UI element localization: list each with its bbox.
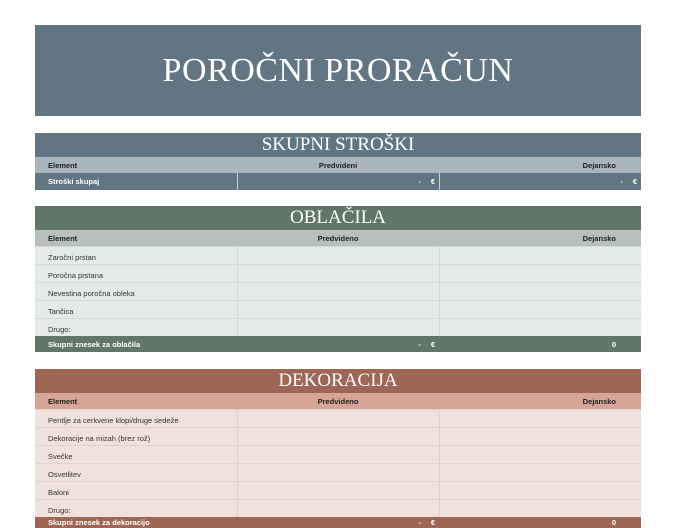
- currency-symbol: €: [430, 518, 435, 527]
- actual-cell[interactable]: [439, 410, 641, 427]
- estimated-value: -: [418, 518, 421, 527]
- table-row: [35, 264, 641, 282]
- item-cell[interactable]: Drugo:: [48, 506, 71, 515]
- estimated-value: -: [418, 177, 421, 186]
- currency-symbol: €: [632, 177, 637, 186]
- item-cell[interactable]: Osvetlitev: [48, 470, 81, 479]
- actual-cell[interactable]: [439, 446, 641, 463]
- clothing-section: [35, 206, 641, 352]
- table-row: [35, 300, 641, 318]
- estimated-cell[interactable]: [237, 500, 439, 517]
- summary-section: [35, 133, 641, 190]
- column-header-element: Element: [48, 396, 78, 406]
- item-cell[interactable]: Tančica: [48, 307, 74, 316]
- table-row: [35, 463, 641, 481]
- total-label[interactable]: Stroški skupaj: [48, 177, 100, 186]
- total-actual-cell[interactable]: [439, 173, 641, 190]
- total-actual-cell[interactable]: 0: [611, 518, 616, 527]
- item-cell[interactable]: Svečke: [48, 452, 73, 461]
- item-cell[interactable]: Baloni: [48, 488, 69, 497]
- estimated-cell[interactable]: [237, 464, 439, 481]
- total-label[interactable]: Skupni znesek za oblačila: [48, 339, 141, 349]
- estimated-cell[interactable]: [237, 446, 439, 463]
- actual-cell[interactable]: [439, 301, 641, 318]
- total-actual-cell[interactable]: 0: [611, 339, 616, 349]
- table-row: [35, 246, 641, 264]
- column-header-estimated: Predvideni: [318, 160, 358, 170]
- section-title: DEKORACIJA: [35, 369, 641, 393]
- estimated-cell[interactable]: [237, 410, 439, 427]
- actual-cell[interactable]: [439, 500, 641, 517]
- column-header-estimated: Predvideno: [317, 396, 359, 406]
- table-header: [35, 230, 641, 246]
- estimated-cell[interactable]: [237, 247, 439, 264]
- table-row: [35, 427, 641, 445]
- estimated-cell[interactable]: [237, 319, 439, 336]
- total-row: [35, 173, 641, 190]
- actual-cell[interactable]: [439, 428, 641, 445]
- actual-cell[interactable]: [439, 464, 641, 481]
- item-cell[interactable]: Poročna prstana: [48, 271, 104, 280]
- item-cell[interactable]: Nevestina poročna obleka: [48, 289, 135, 298]
- total-label[interactable]: Skupni znesek za dekoracijo: [48, 518, 150, 527]
- currency-symbol: €: [430, 339, 435, 349]
- item-cell[interactable]: Pentlje za cerkvene klopi/druge sedeže: [48, 416, 179, 425]
- decoration-section: [35, 369, 641, 528]
- column-header-element: Element: [48, 160, 78, 170]
- column-header-estimated: Predvideno: [317, 233, 359, 243]
- column-header-actual: Dejansko: [582, 233, 616, 243]
- table-row: [35, 481, 641, 499]
- table-row: [35, 282, 641, 300]
- section-title: OBLAČILA: [35, 206, 641, 230]
- estimated-cell[interactable]: [237, 283, 439, 300]
- table-header: [35, 157, 641, 173]
- total-row: [35, 336, 641, 352]
- table-row: [35, 409, 641, 427]
- budget-sheet: [35, 25, 641, 528]
- item-cell[interactable]: Drugo:: [48, 325, 71, 334]
- actual-value: -: [620, 177, 623, 186]
- estimated-cell[interactable]: [237, 482, 439, 499]
- table-header: [35, 393, 641, 409]
- table-row: [35, 445, 641, 463]
- actual-cell[interactable]: [439, 319, 641, 336]
- page-title: POROČNI PRORAČUN: [35, 25, 641, 116]
- actual-cell[interactable]: [439, 265, 641, 282]
- estimated-cell[interactable]: [237, 428, 439, 445]
- total-estimated-cell[interactable]: [237, 173, 439, 190]
- total-estimated-cell[interactable]: [237, 336, 439, 352]
- estimated-value: -: [418, 339, 421, 349]
- column-header-element: Element: [48, 233, 78, 243]
- item-cell[interactable]: Zaročni prstan: [48, 253, 96, 262]
- estimated-cell[interactable]: [237, 301, 439, 318]
- table-row: [35, 499, 641, 517]
- actual-cell[interactable]: [439, 247, 641, 264]
- currency-symbol: €: [430, 177, 435, 186]
- total-row: [35, 517, 641, 528]
- table-row: [35, 318, 641, 336]
- total-estimated-cell[interactable]: [237, 517, 439, 528]
- item-cell[interactable]: Dekoracije na mizah (brez rož): [48, 434, 151, 443]
- estimated-cell[interactable]: [237, 265, 439, 282]
- column-header-actual: Dejansko: [582, 396, 616, 406]
- actual-cell[interactable]: [439, 283, 641, 300]
- actual-cell[interactable]: [439, 482, 641, 499]
- section-title: SKUPNI STROŠKI: [35, 133, 641, 157]
- column-header-actual: Dejansko: [582, 160, 616, 170]
